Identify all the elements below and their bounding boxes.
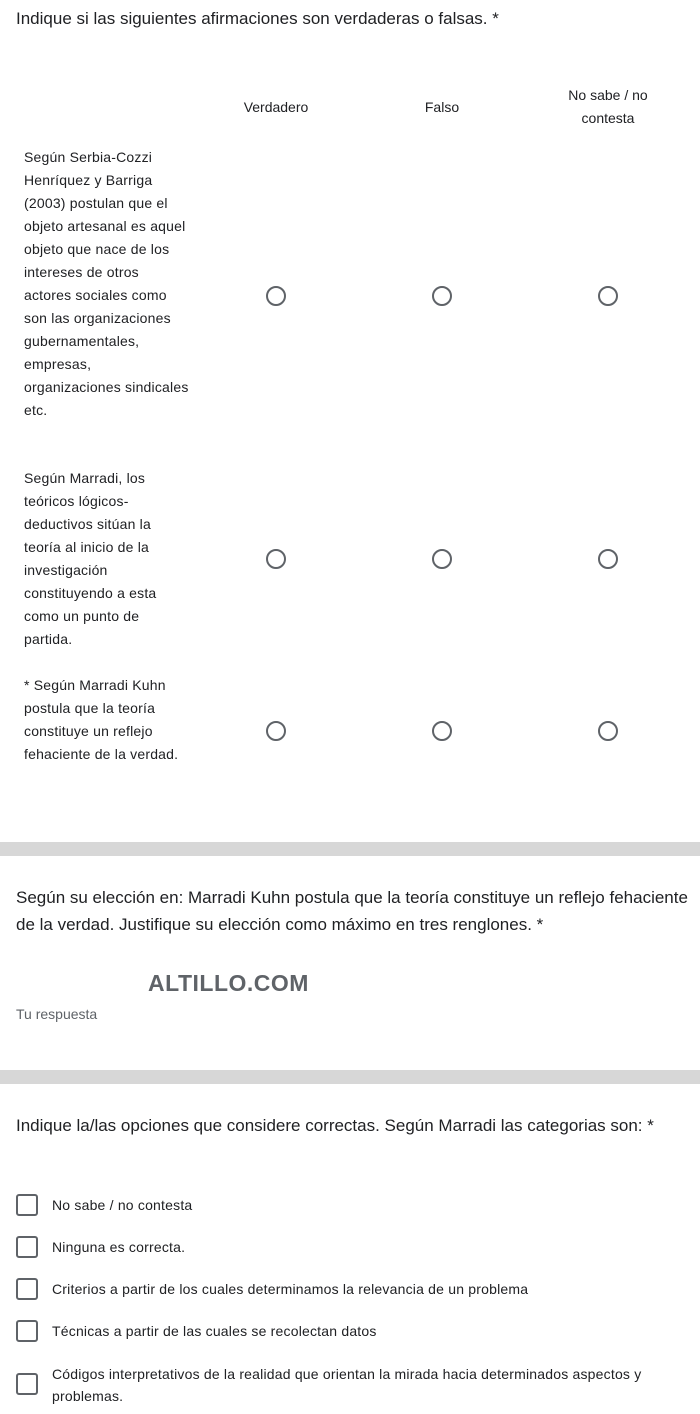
checkbox[interactable] bbox=[16, 1373, 38, 1395]
watermark: ALTILLO.COM bbox=[148, 970, 309, 996]
checkbox-label: Códigos interpretativos de la realidad que orientan la mirada hacia determinados aspectos y problemas. bbox=[52, 1366, 642, 1404]
grid-header bbox=[0, 84, 700, 132]
required-mark: * bbox=[536, 915, 544, 934]
question-title-text: Indique la/las opciones que considere correctas. Según Marradi las categorias son: bbox=[16, 1116, 643, 1135]
radio-row2-no-sabe[interactable] bbox=[598, 549, 618, 569]
question-title bbox=[16, 1112, 691, 1139]
question-title-text: Según su elección en: Marradi Kuhn postula que la teoría constituye un reflejo fehaciente de la verdad. Justifique su elección como máximo en tres renglones. bbox=[16, 888, 688, 934]
grid-row-label-3: * Según Marradi Kuhn postula que la teoría constituye un reflejo fehaciente de la verdad. bbox=[24, 677, 179, 762]
checkbox-label: Criterios a partir de los cuales determinamos la relevancia de un problema bbox=[52, 1281, 529, 1297]
radio-row1-falso[interactable] bbox=[432, 286, 452, 306]
checkbox[interactable] bbox=[16, 1320, 38, 1342]
checkbox[interactable] bbox=[16, 1278, 38, 1300]
question-title bbox=[16, 884, 691, 938]
checkbox[interactable] bbox=[16, 1194, 38, 1216]
required-mark: * bbox=[492, 9, 499, 28]
checkbox-label: Ninguna es correcta. bbox=[52, 1239, 186, 1255]
checkbox-label: Técnicas a partir de las cuales se recolectan datos bbox=[52, 1323, 377, 1339]
grid-row-label-2: Según Marradi, los teóricos lógicos-deductivos sitúan la teoría al inicio de la investigación constituyendo a esta como un punto de partida. bbox=[24, 470, 157, 647]
radio-row1-verdadero[interactable] bbox=[266, 286, 286, 306]
checkbox[interactable] bbox=[16, 1236, 38, 1258]
radio-row1-no-sabe[interactable] bbox=[598, 286, 618, 306]
checkbox-label: No sabe / no contesta bbox=[52, 1197, 193, 1213]
question-title bbox=[16, 5, 536, 32]
section-divider bbox=[0, 1070, 700, 1084]
column-header-no-sabe: No sabe / no contesta bbox=[568, 87, 648, 126]
radio-row3-verdadero[interactable] bbox=[266, 721, 286, 741]
column-header-verdadero: Verdadero bbox=[243, 99, 309, 115]
radio-row3-no-sabe[interactable] bbox=[598, 721, 618, 741]
radio-row3-falso[interactable] bbox=[432, 721, 452, 741]
grid-row-label-1: Según Serbia-Cozzi Henríquez y Barriga (2003) postulan que el objeto artesanal es aquel objeto que nace de los intereses de otros actores sociales como son las organizaciones gubernamentales, empresas, organizaciones sindicales etc. bbox=[24, 149, 189, 418]
section-divider bbox=[0, 842, 700, 856]
radio-row2-verdadero[interactable] bbox=[266, 549, 286, 569]
column-header-falso: Falso bbox=[424, 99, 460, 115]
question-title-text: Indique si las siguientes afirmaciones son verdaderas o falsas. bbox=[16, 9, 488, 28]
answer-input[interactable]: Tu respuesta bbox=[16, 1006, 98, 1022]
required-mark: * bbox=[647, 1116, 654, 1135]
radio-row2-falso[interactable] bbox=[432, 549, 452, 569]
